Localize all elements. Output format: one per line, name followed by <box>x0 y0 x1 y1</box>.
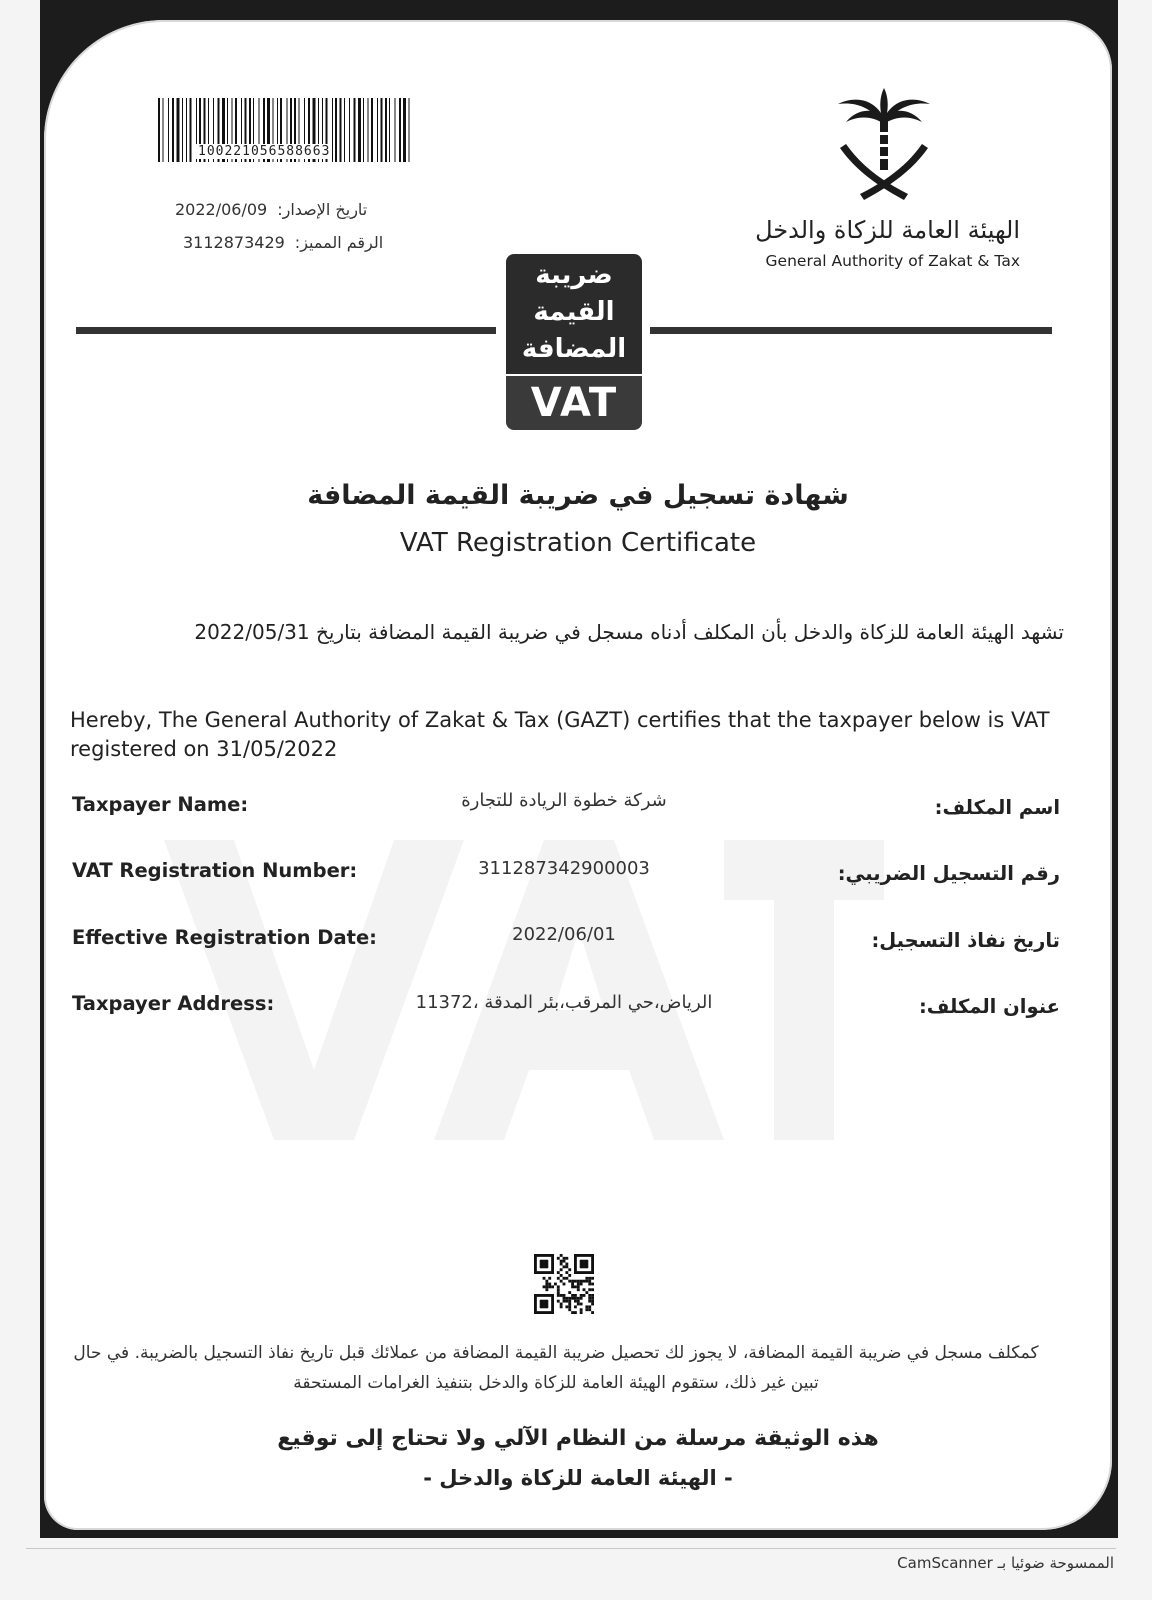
taxpayer-name-label-en: Taxpayer Name: <box>72 793 249 816</box>
authority-name-ar: الهيئة العامة للزكاة والدخل <box>755 216 1020 244</box>
vat-logo-line-1: ضريبة <box>535 260 613 290</box>
header-divider-left <box>76 327 496 334</box>
issue-date-row <box>175 200 367 219</box>
camscanner-brand: CamScanner <box>897 1554 993 1572</box>
distinct-number-value: 3112873429 <box>183 233 285 252</box>
effective-date-label-en: Effective Registration Date: <box>72 926 377 949</box>
certificate-page <box>44 20 1112 1530</box>
barcode-number: 100221056588663 <box>198 144 331 159</box>
certification-statement-en: Hereby, The General Authority of Zakat & Tax (GAZT) certifies that the taxpayer below is VAT registered on 31/05/2022 <box>70 708 1050 761</box>
vat-number-label-en: VAT Registration Number: <box>72 859 358 882</box>
authority-signature-ar: - الهيئة العامة للزكاة والدخل - <box>423 1466 733 1490</box>
effective-date-value: 2022/06/01 <box>512 924 616 945</box>
taxpayer-name-value: شركة خطوة الريادة للتجارة <box>461 790 667 811</box>
vat-number-label-ar: رقم التسجيل الضريبي: <box>837 862 1060 885</box>
distinct-number-row <box>183 233 383 252</box>
authority-name-en: General Authority of Zakat & Tax <box>765 252 1020 270</box>
certificate-title-ar: شهادة تسجيل في ضريبة القيمة المضافة <box>307 480 849 511</box>
vat-logo-line-2: القيمة <box>533 297 615 327</box>
vat-logo-arabic <box>506 254 642 374</box>
taxpayer-name-label-ar: اسم المكلف: <box>934 796 1060 819</box>
camscanner-prefix: الممسوحة ضوئيا بـ <box>997 1554 1114 1572</box>
vat-number-value: 311287342900003 <box>478 858 650 879</box>
tax-notice-ar: كمكلف مسجل في ضريبة القيمة المضافة، لا يجوز لك تحصيل ضريبة القيمة المضافة من عملائك قبل تاريخ نفاذ التسجيل بالضريبة. في حال تبين غير ذلك، ستقوم الهيئة العامة للزكاة والدخل بتنفيذ الغرامات المستحقة <box>73 1343 1039 1393</box>
certificate-title-en: VAT Registration Certificate <box>399 528 757 558</box>
issue-date-value: 2022/06/09 <box>175 200 268 219</box>
distinct-number-label: الرقم المميز: <box>294 233 384 252</box>
camscanner-footer <box>800 1554 1114 1572</box>
scanner-footer-divider <box>26 1548 1116 1549</box>
effective-date-label-ar: تاريخ نفاذ التسجيل: <box>871 929 1060 952</box>
taxpayer-address-label-en: Taxpayer Address: <box>72 992 275 1015</box>
vat-logo-english: VAT <box>506 376 642 430</box>
vat-logo-line-3: المضافة <box>521 334 627 364</box>
vat-logo <box>506 254 642 430</box>
taxpayer-address-value: الرياض،حي المرقب،بئر المدقة ،11372 <box>415 992 713 1013</box>
issue-date-label: تاريخ الإصدار: <box>277 200 368 219</box>
certification-statement-ar: تشهد الهيئة العامة للزكاة والدخل بأن المكلف أدناه مسجل في ضريبة القيمة المضافة بتاريخ 2022/05/31 <box>194 620 1064 644</box>
header-divider-right <box>650 327 1052 334</box>
palm-swords-emblem-icon <box>834 88 934 206</box>
qr-code-icon <box>534 1254 594 1314</box>
auto-generated-note-ar: هذه الوثيقة مرسلة من النظام الآلي ولا تحتاج إلى توقيع <box>277 1426 879 1451</box>
vat-watermark-icon <box>164 840 884 1140</box>
taxpayer-address-label-ar: عنوان المكلف: <box>918 995 1060 1018</box>
